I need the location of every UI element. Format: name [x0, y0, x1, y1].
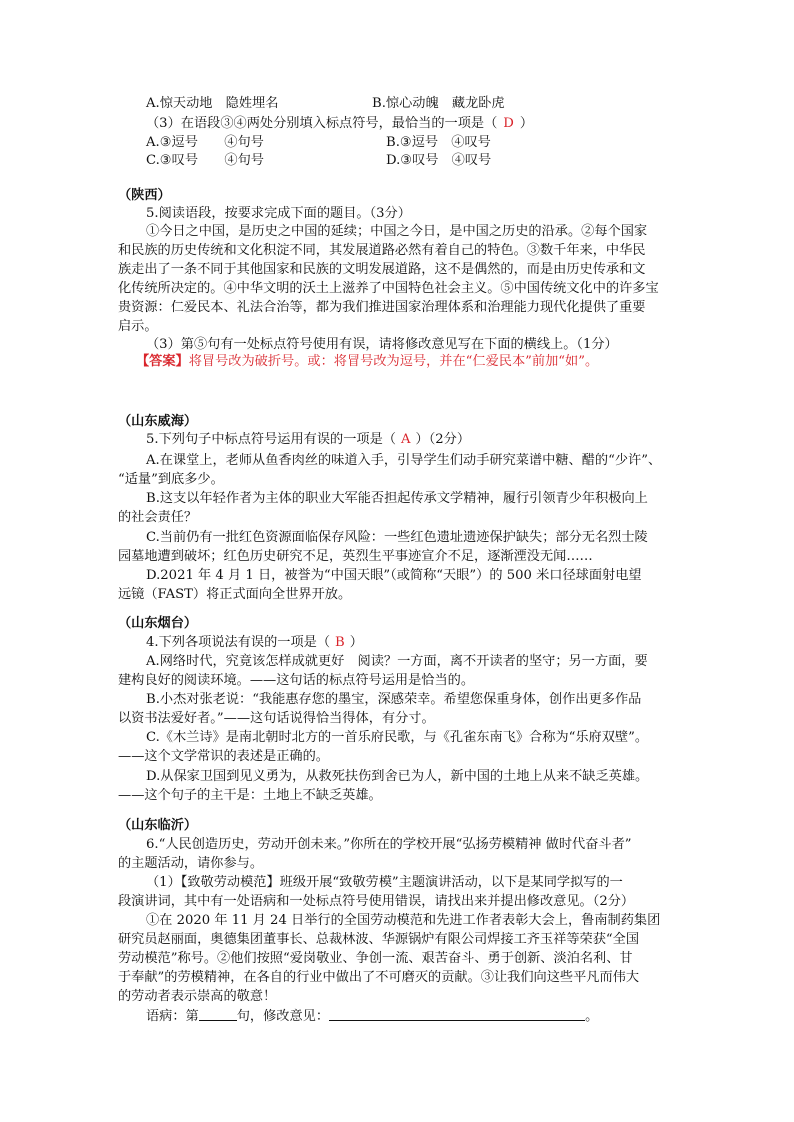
shaanxi-question-title: 5.阅读语段，按要求完成下面的题目。（3分） [146, 206, 411, 221]
revision-blank[interactable] [329, 1008, 585, 1021]
shaanxi-answer [136, 353, 598, 371]
option-a-punct: A.③逗号 ④句号 [146, 135, 264, 150]
shaanxi-passage-line: 族走出了一条不同于其他国家和民族的文明发展道路，这不是偶然的，而是由历史传承和文 [118, 262, 646, 277]
weihai-option-b: B.这支以年轻作者为主体的职业大军能否担起传承文学精神，履行引领青少年积极向上 [146, 491, 648, 506]
yantai-option-d: D.从保家卫国到见义勇为，从救死扶伤到舍已为人，新中国的土地上从来不缺乏英雄。 [146, 769, 649, 784]
weihai-option-d: D.2021 年 4 月 1 日，被誉为“中国天眼”（或简称“天眼”）的 500 米口径球面射电望 [146, 568, 642, 583]
answer-label: 【答案】 [136, 354, 189, 369]
linyi-speech-line: 的劳动者表示崇高的敬意！ [118, 989, 277, 1004]
yantai-question-stem [146, 634, 363, 652]
shaanxi-passage-line: 贵资源：仁爱民本、礼法合治等，都为我们推进国家治理体系和治理能力现代化提供了重要 [118, 300, 646, 315]
question-3-stem [146, 115, 533, 133]
question-3-close: ） [519, 116, 534, 131]
option-a-line: A.惊天动地 隐姓埋名 [146, 96, 279, 111]
weihai-option-c-cont: 园墓地遭到破坏；红色历史研究不足，英烈生平事迹宣介不足，逐渐湮没无闻…… [118, 549, 593, 564]
yantai-question-close: ） [349, 635, 363, 650]
linyi-speech-line: 劳动模范”称号。②他们按照“爱岗敬业、争创一流、艰苦奋斗、勇于创新、淡泊名利、甘 [118, 951, 633, 966]
linyi-intro-cont: 的主题活动，请你参与。 [118, 856, 264, 871]
yantai-option-c-cont: ——这个文学常识的表述是正确的。 [118, 749, 329, 764]
weihai-option-a-cont: “适量”到底多少。 [118, 472, 224, 487]
question-3-answer: D [503, 116, 514, 131]
yantai-option-d-cont: ——这个句子的主干是：土地上不缺乏英雄。 [118, 788, 382, 803]
linyi-speech-line: 于奉献”的劳模精神，在各自的行业中做出了不可磨灭的贡献。③让我们向这些平凡而伟大 [118, 970, 640, 985]
weihai-question-stem [146, 431, 470, 449]
region-linyi: （山东临沂） [118, 818, 198, 833]
shaanxi-passage-line: 化传统所决定的。④中华文明的沃土上滋养了中国特色社会主义。⑤中国传统文化中的许多宝 [118, 281, 659, 296]
linyi-intro: 6.“人民创造历史，劳动开创未来。”你所在的学校开展“弘扬劳模精神 做时代奋斗者” [146, 837, 632, 852]
option-d-punct: D.③叹号 ④叹号 [386, 153, 492, 168]
sentence-error-label: 语病：第 [146, 1009, 199, 1024]
weihai-question-close: ）（2分） [415, 432, 471, 447]
yantai-answer: B [335, 635, 345, 650]
linyi-question-1: （1）【致敬劳动模范】班级开展“致敬劳模”主题演讲活动，以下是某同学拟写的一 [146, 875, 623, 890]
option-b-line: B.惊心动魄 藏龙卧虎 [372, 96, 505, 111]
option-c-punct: C.③叹号 ④句号 [146, 153, 264, 168]
shaanxi-question-3: （3）第⑤句有一处标点符号使用有误，请将修改意见写在下面的横线上。（1分） [146, 337, 618, 352]
shaanxi-passage-line: 启示。 [118, 319, 158, 334]
weihai-option-c: C.当前仍有一批红色资源面临保存风险：一些红色遗址遗迹保护缺失；部分无名烈士陵 [146, 530, 648, 545]
linyi-speech-line: 研究员赵丽面，奥德集团董事长、总裁林波、华源锅炉有限公司焊接工齐玉祥等荣获“全国 [118, 932, 640, 947]
yantai-option-c: C.《木兰诗》是南北朝时北方的一首乐府民歌，与《孔雀东南飞》合称为“乐府双壁”。 [146, 730, 649, 745]
yantai-option-b-cont: 以资书法爱好者。”——这句话说得恰当得体，有分寸。 [118, 711, 435, 726]
linyi-question-1-cont: 段演讲词，其中有一处语病和一处标点符号使用错误，请找出来并提出修改意见。（2分） [118, 894, 635, 909]
linyi-speech-line: ①在 2020 年 11 月 24 日举行的全国劳动模范和先进工作者表彰大会上，鲁南制药集团 [146, 913, 661, 928]
region-yantai: （山东烟台） [118, 616, 198, 631]
weihai-option-b-cont: 的社会责任？ [118, 510, 198, 525]
weihai-option-d-cont: 远镜（FAST）将正式面向全世界开放。 [118, 587, 352, 602]
option-b-punct: B.③逗号 ④叹号 [386, 135, 491, 150]
yantai-option-b: B.小杰对张老说：“我能惠存您的墨宝，深感荣幸。希望您保重身体，创作出更多作品 [146, 692, 642, 707]
weihai-question-text: 5.下列句子中标点符号运用有误的一项是（ [146, 432, 396, 447]
weihai-option-a: A.在课堂上，老师从鱼香肉丝的味道入手，引导学生们动手研究菜谱中糖、醋的“少许”、 [146, 453, 662, 468]
linyi-answer-line [146, 1008, 598, 1026]
question-3-text: （3）在语段③④两处分别填入标点符号，最恰当的一项是（ [146, 116, 498, 131]
weihai-answer: A [400, 432, 411, 447]
shaanxi-passage-line: ①今日之中国，是历史之中国的延续；中国之今日，是中国之历史的沿承。②每个国家 [146, 224, 648, 239]
region-shaanxi: （陕西） [118, 188, 171, 203]
sentence-number-blank[interactable] [199, 1008, 237, 1021]
region-weihai: （山东威海） [118, 414, 198, 429]
shaanxi-passage-line: 和民族的历史传统和文化积淀不同，其发展道路必然有着自己的特色。③数千年来，中华民 [118, 243, 646, 258]
yantai-option-a: A.网络时代，究竟该怎样成就更好 阅读？一方面，离不开读者的坚守；另一方面，要 [146, 654, 648, 669]
revision-label: 句，修改意见： [236, 1009, 330, 1024]
answer-period: 。 [585, 1009, 599, 1024]
yantai-question-text: 4.下列各项说法有误的一项是（ [146, 635, 331, 650]
answer-text: 将冒号改为破折号。或：将冒号改为逗号，并在“仁爱民本”前加“如”。 [188, 354, 599, 369]
yantai-option-a-cont: 建构良好的阅读环境。——这句话的标点符号运用是恰当的。 [118, 673, 475, 688]
